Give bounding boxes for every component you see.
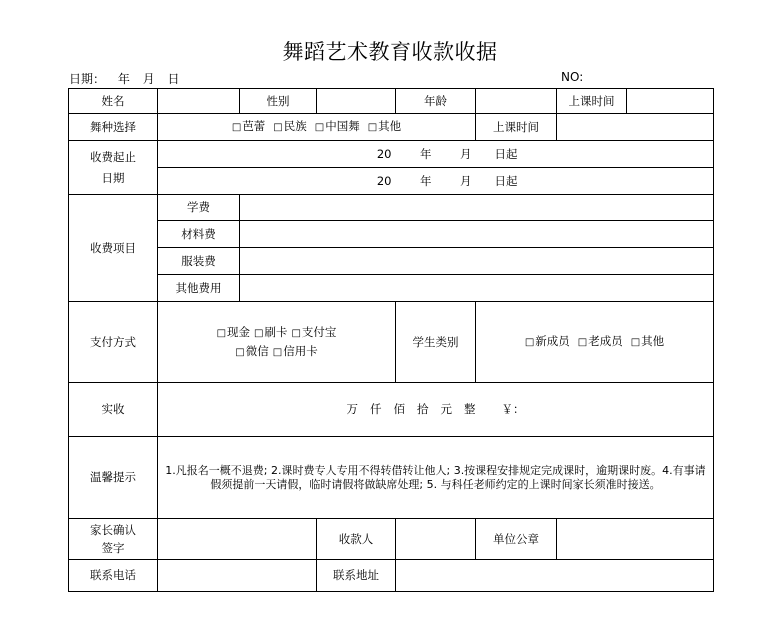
seal-label: 单位公章 — [476, 519, 557, 560]
student-option-new[interactable]: □ 新成员 — [525, 334, 570, 348]
notice-text: 1.凡报名一概不退费; 2.课时费专人专用不得转借转让他人; 3.按课程安排规定完成课时，逾期课时废。4.有事请假须提前一天请假，临时请假将做缺席处理; 5. 与科任老师约定的上课时间家长须准时接送。 — [158, 437, 714, 519]
date-label: 日期： — [69, 72, 106, 86]
period-label-line1: 收费起止 — [90, 150, 136, 165]
unit-yuan: 元 — [440, 402, 452, 417]
period-start-suffix: 日起 — [494, 146, 518, 161]
date-month: 月 — [142, 72, 155, 86]
dance-option-other[interactable]: □ 其他 — [368, 119, 401, 133]
parent-signature-line1: 家长确认 — [90, 523, 136, 538]
phone-label: 联系电话 — [69, 560, 158, 592]
period-end-suffix: 日起 — [494, 173, 518, 188]
class-time-field[interactable] — [627, 89, 714, 114]
period-label-line2: 日期 — [101, 170, 125, 185]
dance-option-ballet[interactable]: □ 芭蕾 — [232, 119, 265, 133]
payment-option-card[interactable]: □ 刷卡 — [254, 325, 287, 339]
payment-option-wechat[interactable]: □ 微信 — [235, 344, 268, 358]
phone-field[interactable] — [158, 560, 317, 592]
student-option-existing[interactable]: □ 老成员 — [578, 334, 623, 348]
fee-item-tuition: 学费 — [158, 195, 240, 221]
class-time-label: 上课时间 — [557, 89, 627, 114]
payment-option-alipay[interactable]: □ 支付宝 — [291, 325, 336, 339]
payment-row — [69, 302, 714, 383]
period-row-2 — [69, 168, 714, 195]
gender-field[interactable] — [317, 89, 396, 114]
class-time-label-2: 上课时间 — [476, 114, 557, 141]
dance-options — [158, 114, 476, 141]
period-start[interactable] — [158, 141, 714, 168]
payment-option-credit-card[interactable]: □ 信用卡 — [273, 344, 318, 358]
dance-row — [69, 114, 714, 141]
class-time-field-2[interactable] — [557, 114, 714, 141]
gender-label: 性别 — [240, 89, 317, 114]
form-title: 舞蹈艺术教育收款收据 — [282, 40, 498, 64]
period-end-prefix: 20 — [376, 173, 392, 188]
dance-label: 舞种选择 — [69, 114, 158, 141]
payment-options — [158, 302, 396, 383]
currency-symbol: ￥： — [501, 402, 525, 417]
period-start-prefix: 20 — [376, 146, 392, 161]
notice-row — [69, 437, 714, 519]
fee-costume-field[interactable] — [240, 248, 714, 275]
signature-row — [69, 519, 714, 560]
unit-shi: 拾 — [417, 402, 429, 417]
age-field[interactable] — [476, 89, 557, 114]
fee-row — [69, 275, 714, 302]
fee-row — [69, 248, 714, 275]
unit-wan: 万 — [346, 402, 358, 417]
fee-row — [69, 195, 714, 221]
received-label: 实收 — [69, 383, 158, 437]
parent-signature-line2: 签字 — [101, 540, 125, 555]
received-amount[interactable] — [158, 383, 714, 437]
notice-label: 温馨提示 — [69, 437, 158, 519]
receipt-table — [68, 88, 714, 592]
dance-option-folk[interactable]: □ 民族 — [273, 119, 306, 133]
period-label — [69, 141, 158, 195]
unit-zheng: 整 — [464, 402, 476, 417]
date-year: 年 — [117, 72, 130, 86]
period-end[interactable] — [158, 168, 714, 195]
payee-label: 收款人 — [317, 519, 396, 560]
parent-signature-field[interactable] — [158, 519, 317, 560]
fee-tuition-field[interactable] — [240, 195, 714, 221]
payment-option-cash[interactable]: □ 现金 — [217, 325, 250, 339]
fee-materials-field[interactable] — [240, 221, 714, 248]
seal-field[interactable] — [557, 519, 714, 560]
receipt-number-label: NO: — [561, 70, 584, 84]
student-type-label: 学生类别 — [396, 302, 476, 383]
contact-row — [69, 560, 714, 592]
student-type-options — [476, 302, 714, 383]
student-option-other[interactable]: □ 其他 — [631, 334, 664, 348]
age-label: 年龄 — [396, 89, 476, 114]
address-field[interactable] — [396, 560, 714, 592]
fee-item-other: 其他费用 — [158, 275, 240, 302]
fees-label: 收费项目 — [69, 195, 158, 302]
fee-item-materials: 材料费 — [158, 221, 240, 248]
fee-row — [69, 221, 714, 248]
period-start-year: 年 — [420, 146, 432, 161]
name-label: 姓名 — [69, 89, 158, 114]
period-start-month: 月 — [460, 146, 472, 161]
payee-field[interactable] — [396, 519, 476, 560]
period-row-1 — [69, 141, 714, 168]
date-day: 日 — [167, 72, 180, 86]
received-row — [69, 383, 714, 437]
dance-option-chinese[interactable]: □ 中国舞 — [315, 119, 360, 133]
date-line — [69, 70, 189, 87]
unit-bai: 佰 — [393, 402, 405, 417]
period-end-year: 年 — [420, 173, 432, 188]
period-end-month: 月 — [460, 173, 472, 188]
payment-label: 支付方式 — [69, 302, 158, 383]
fee-item-costume: 服装费 — [158, 248, 240, 275]
info-row — [69, 89, 714, 114]
fee-other-field[interactable] — [240, 275, 714, 302]
address-label: 联系地址 — [317, 560, 396, 592]
parent-signature-label — [69, 519, 158, 560]
unit-qian: 仟 — [370, 402, 382, 417]
name-field[interactable] — [158, 89, 240, 114]
